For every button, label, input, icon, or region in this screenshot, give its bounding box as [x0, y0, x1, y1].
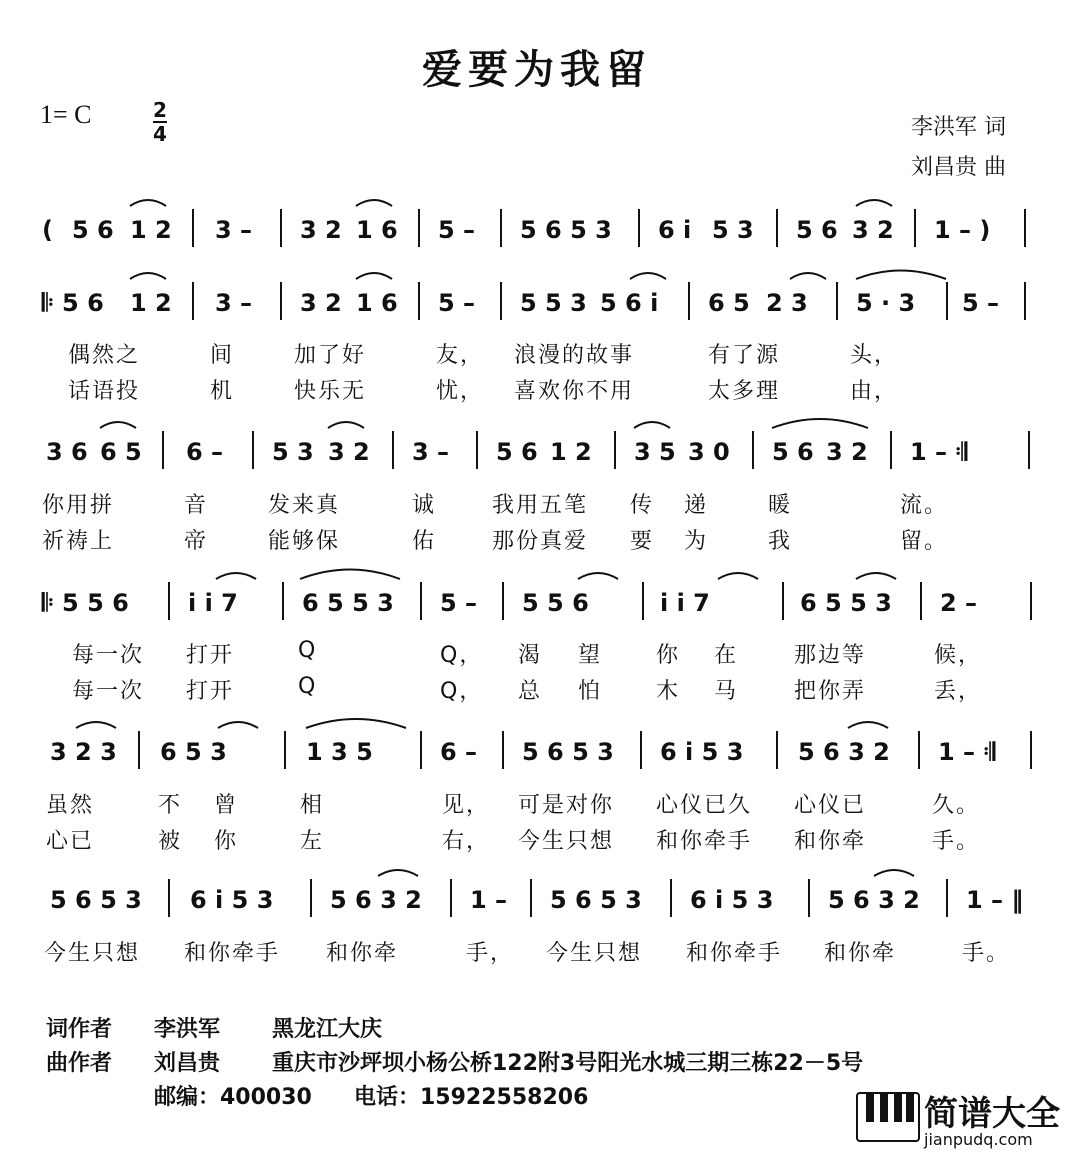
note-group: (	[42, 216, 53, 244]
note-group: 1 – 𝄇	[938, 738, 996, 766]
note-group: 6 i 5 3	[660, 738, 744, 766]
note-group: 3 2 3	[50, 738, 117, 766]
note-group: 3 6	[46, 438, 88, 466]
lyric: 偶然之	[68, 343, 141, 368]
lyric: 久。	[932, 793, 981, 818]
note-group: 5 · 3	[856, 289, 916, 317]
note-group: 5 –	[440, 589, 478, 617]
note-group: 6 i	[658, 216, 692, 244]
note-group: 1 2	[130, 289, 172, 317]
note-group: 5 6 5 3	[522, 738, 614, 766]
lyric: 候，	[934, 643, 983, 668]
note-group: 𝄆 5 5 6	[42, 589, 129, 617]
note-group: 5 –	[962, 289, 1000, 317]
lyric: 今生只想	[518, 829, 615, 854]
key-letter: C	[74, 100, 92, 129]
note-group: 3 –	[215, 216, 253, 244]
lyricist-label: 词作者	[46, 1017, 113, 1042]
lyric: 和你牵手	[686, 941, 783, 966]
note-group: 3 2	[826, 438, 868, 466]
note-group: 3 –	[215, 289, 253, 317]
lyric: 曾	[214, 793, 239, 818]
piano-keys-icon	[856, 1092, 920, 1142]
lyric: 望	[578, 643, 603, 668]
lyric: 间	[210, 343, 235, 368]
lyric: 留。	[900, 529, 949, 554]
lyric: 手。	[962, 941, 1011, 966]
lyric: 为	[684, 529, 709, 554]
lyric: 相	[300, 793, 325, 818]
note-group: 1 3 5	[306, 738, 373, 766]
lyricist-place: 黑龙江大庆	[272, 1017, 383, 1042]
note-group: 5 5 3	[520, 289, 587, 317]
lyric: 那份真爱	[492, 529, 589, 554]
note-group: 5 6 3 2	[798, 738, 890, 766]
lyric: 虽然	[46, 793, 95, 818]
note-group: 3 2	[300, 216, 342, 244]
logo-url: jianpudq.com	[924, 1130, 1033, 1149]
postcode: 邮编：400030	[154, 1085, 312, 1110]
note-group: 5 6 5 3	[520, 216, 612, 244]
lyric: 把你弄	[794, 679, 867, 704]
lyric: 我	[768, 529, 793, 554]
page-title: 爱要为我留	[422, 46, 652, 93]
lyric: 能够保	[268, 529, 341, 554]
lyric: Q，	[440, 643, 484, 668]
note-group: 3 5	[634, 438, 676, 466]
note-group: 5 6 i	[600, 289, 659, 317]
lyric: 流。	[900, 493, 949, 518]
lyric: 打开	[186, 643, 235, 668]
note-group: 6 5 5 3	[800, 589, 892, 617]
lyric: 和你牵	[794, 829, 867, 854]
note-group: 5 6 3 2	[330, 886, 422, 914]
site-logo	[856, 1086, 1066, 1154]
lyric: 每一次	[72, 679, 145, 704]
note-group: 3 –	[412, 438, 450, 466]
note-group: 1 6	[356, 216, 398, 244]
lyric: 可是对你	[518, 793, 615, 818]
lyric: 马	[714, 679, 739, 704]
lyric: 在	[714, 643, 739, 668]
lyric: 音	[184, 493, 209, 518]
lyric: 手，	[466, 941, 515, 966]
note-group: 6 i 5 3	[690, 886, 774, 914]
lyric: 浪漫的故事	[514, 343, 635, 368]
note-group: i i 7	[188, 589, 238, 617]
lyric: 手。	[932, 829, 981, 854]
note-group: 5 6 5 3	[550, 886, 642, 914]
note-group: 1 – 𝄇	[910, 438, 968, 466]
note-group: 5 –	[438, 289, 476, 317]
note-group: 1 – ‖	[966, 886, 1024, 914]
lyric: 头，	[850, 343, 899, 368]
lyric: 和你牵	[326, 941, 399, 966]
lyric: 快乐无	[294, 379, 367, 404]
lyric: 心已	[46, 829, 95, 854]
lyric: Q	[298, 638, 318, 663]
lyric: 机	[210, 379, 235, 404]
lyric: 今生只想	[546, 941, 643, 966]
lyric: 传	[630, 493, 655, 518]
note-group: 6 5 3	[160, 738, 227, 766]
lyric: 喜欢你不用	[514, 379, 635, 404]
note-group: 6 5 5 3	[302, 589, 394, 617]
note-group: 3 2	[852, 216, 894, 244]
lyric: 友，	[436, 343, 485, 368]
note-group: 2 –	[940, 589, 978, 617]
lyric: 我用五笔	[492, 493, 589, 518]
logo-text: 简谱大全	[924, 1094, 1060, 1134]
lyric: 发来真	[268, 493, 341, 518]
lyric: 你用拼	[42, 493, 115, 518]
composer-address: 重庆市沙坪坝小杨公桥122附3号阳光水城三期三栋22－5号	[272, 1051, 864, 1076]
lyric: 左	[300, 829, 325, 854]
lyric: 心仪已	[794, 793, 867, 818]
lyric: 你	[214, 829, 239, 854]
lyric: 佑	[412, 529, 437, 554]
lyric: 递	[684, 493, 709, 518]
note-group: 1 –	[470, 886, 508, 914]
lyric: 木	[656, 679, 681, 704]
lyric: 暖	[768, 493, 793, 518]
note-group: 1 6	[356, 289, 398, 317]
time-signature-top: 2	[153, 98, 167, 122]
composer-label: 曲作者	[46, 1051, 113, 1076]
lyric: 怕	[578, 679, 603, 704]
note-group: 1 – )	[934, 216, 991, 244]
lyric: 和你牵手	[656, 829, 753, 854]
note-group: 6 –	[440, 738, 478, 766]
note-group: 3 2	[328, 438, 370, 466]
note-group: 5 6	[496, 438, 538, 466]
note-group: 6 5	[708, 289, 750, 317]
composer-name: 刘昌贵	[154, 1051, 221, 1076]
lyric: 话语投	[68, 379, 141, 404]
lyric: 诚	[412, 493, 437, 518]
lyric: 每一次	[72, 643, 145, 668]
lyric: 总	[518, 679, 543, 704]
note-group: 1 2	[550, 438, 592, 466]
note-group: 𝄆 5 6	[42, 289, 104, 317]
lyric: 帝	[184, 529, 209, 554]
lyric: Q	[298, 674, 318, 699]
lyric: 被	[158, 829, 183, 854]
lyric: 太多理	[708, 379, 781, 404]
key-prefix: 1=	[40, 100, 68, 129]
lyricist-name: 李洪军	[154, 1017, 221, 1042]
note-group: 5 3	[712, 216, 754, 244]
note-group: 2 3	[766, 289, 808, 317]
note-group: 6 –	[186, 438, 224, 466]
lyric: 和你牵	[824, 941, 897, 966]
lyric: 渴	[518, 643, 543, 668]
composer-credit: 刘昌贵 曲	[911, 155, 1006, 180]
phone: 电话：15922558206	[354, 1085, 589, 1110]
note-group: 5 6	[796, 216, 838, 244]
note-group: 5 6 3 2	[828, 886, 920, 914]
lyric: 有了源	[708, 343, 781, 368]
note-group: 6 5	[100, 438, 142, 466]
lyric: 你	[656, 643, 681, 668]
lyric: Q，	[440, 679, 484, 704]
lyric: 今生只想	[44, 941, 141, 966]
note-group: 5 6	[772, 438, 814, 466]
lyric: 加了好	[294, 343, 367, 368]
note-group: 3 2	[300, 289, 342, 317]
lyric: 丢，	[934, 679, 983, 704]
note-group: 3 0	[688, 438, 730, 466]
lyric: 忧，	[436, 379, 485, 404]
lyricist-credit: 李洪军 词	[911, 115, 1006, 140]
lyric: 不	[158, 793, 183, 818]
lyric: 右，	[442, 829, 491, 854]
note-group: 1 2	[130, 216, 172, 244]
lyric: 和你牵手	[184, 941, 281, 966]
lyric: 见，	[442, 793, 491, 818]
note-group: 6 i 5 3	[190, 886, 274, 914]
note-group: 5 5 6	[522, 589, 589, 617]
note-group: 5 3	[272, 438, 314, 466]
time-signature-bottom: 4	[153, 122, 167, 146]
note-group: 5 6	[72, 216, 114, 244]
note-group: 5 –	[438, 216, 476, 244]
lyric: 祈祷上	[42, 529, 115, 554]
lyric: 那边等	[794, 643, 867, 668]
note-group: 5 6 5 3	[50, 886, 142, 914]
lyric: 心仪已久	[656, 793, 753, 818]
note-group: i i 7	[660, 589, 710, 617]
lyric: 由，	[850, 379, 899, 404]
lyric: 要	[630, 529, 655, 554]
lyric: 打开	[186, 679, 235, 704]
